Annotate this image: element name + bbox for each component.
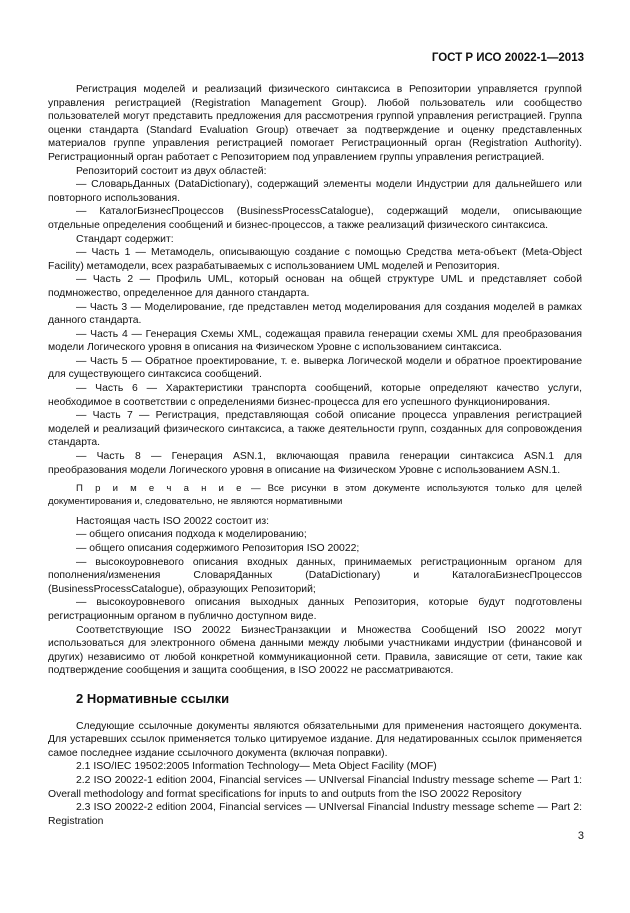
list-item: — СловарьДанных (DataDictionary), содержащий элементы модели Индустрии для дальнейшего или повторного использования. bbox=[48, 179, 582, 204]
list-item: — Часть 7 — Регистрация, представляющая собой описание процесса управления регистрацией моделей и реализаций физического синтаксиса, а также деятельности групп, созданных для сопровождения стандарта. bbox=[48, 410, 582, 449]
list-item: — Часть 5 — Обратное проектирование, т. е. выверка Логической модели и обратное проектирование для существующего синтаксиса сообщений. bbox=[48, 355, 582, 381]
list-item: — Часть 2 — Профиль UML, который основан на общей структуре UML и представляет собой подмножество, определенное для данного стандарта. bbox=[48, 274, 582, 299]
paragraph: Репозиторий состоит из двух областей: bbox=[76, 165, 267, 177]
list-item: — КаталогБизнесПроцессов (BusinessProcessCatalogue), содержащий модели, описывающие отдельные определения сообщений и бизнес-процессов, а также реализаций физического синтаксиса. bbox=[48, 206, 582, 231]
list-item: — Часть 4 — Генерация Схемы XML, содежащая правила генерации схемы XML для преобразования модели Логического уровня в описания на Физическом Уровне с использованием синтаксиса. bbox=[48, 328, 582, 354]
list-item: — Часть 6 — Характеристики транспорта сообщений, которые определяют качество услуги, необходимое в соответствии с определениями бизнес-процесса для его успешного функционирования. bbox=[48, 383, 582, 408]
page-number: 3 bbox=[577, 830, 584, 842]
note-label: П р и м е ч а н и е bbox=[76, 483, 245, 495]
document-header: ГОСТ Р ИСО 20022-1—2013 bbox=[431, 52, 584, 64]
list-item: — общего описания содержимого Репозитория ISO 20022; bbox=[76, 543, 360, 554]
note bbox=[48, 483, 582, 509]
page-body bbox=[48, 83, 582, 828]
paragraph: Соответствующие ISO 20022 БизнесТранзакции и Множества Сообщений ISO 20022 могут использоваться для электронного обмена данными между любыми участниками индустрии (финансовой и других) независимо от любой конкретной коммуникационной сети. Правила, зависящие от сети, такие как подтверждение сообщения и защита сообщения, в ISO 20022 не рассматриваются. bbox=[48, 624, 582, 677]
reference-item: 2.2 ISO 20022-1 edition 2004, Financial services — UNIversal Financial Industry message scheme — Part 1: Overall methodology and format specifications for inputs to and outputs from the ISO 20022 Repository bbox=[48, 774, 582, 800]
list-item: — Часть 3 — Моделирование, где представлен метод моделирования для создания моделей в рамках данного стандарта. bbox=[48, 301, 582, 327]
list-item: — высокоуровневого описания выходных данных Репозитория, которые будут подготовлены регистрационным органом в публично доступном виде. bbox=[48, 597, 582, 622]
paragraph: Стандарт содержит: bbox=[76, 233, 174, 245]
list-item: — общего описания подхода к моделированию; bbox=[76, 529, 307, 541]
list-item: — Часть 8 — Генерация ASN.1, включающая правила генерации синтаксиса ASN.1 для преобразования модели Логического уровня в описание на Физическом Уровне с использованием ASN.1. bbox=[48, 451, 582, 476]
note-text: — Все рисунки в этом документе используются только для целей документирования и, следовательно, не являются нормативными bbox=[48, 483, 582, 508]
list-item: — высокоуровневого описания входных данных, принимаемых регистрационным органом для пополнения/изменения СловаряДанных (DataDictionary) и КаталогаБизнесПроцессов (BusinessProcessCatalogue), образующих Репозиторий; bbox=[48, 556, 582, 595]
paragraph: Регистрация моделей и реализаций физического синтаксиса в Репозитории управляется группой управления регистрацией (Registration Management Group). Любой пользователь или сообщество пользователей могут представить предложения для рассмотрения группой управления регистрацией. Группа оценки стандарта (Standard Evaluation Group) отвечает за подтверждение и оценку представленных материалов группе управления регистрацией помогает Регистрационный орган (Registration Authority). Регистрационный орган работает с Репозиторием под управлением группы управления регистрацией. bbox=[48, 84, 582, 163]
section-heading: 2 Нормативные ссылки bbox=[76, 690, 230, 706]
list-item: — Часть 1 — Метамодель, описывающую создание с помощью Средства мета-объект (Meta-Object Facility) метамодели, всех разрабатываемых с использованием UML моделей и Репозитория. bbox=[48, 247, 582, 272]
reference-item: 2.3 ISO 20022-2 edition 2004, Financial services — UNIversal Financial Industry message scheme — Part 2: Registration bbox=[48, 802, 582, 827]
reference-item: 2.1 ISO/IEC 19502:2005 Information Technology— Meta Object Facility (MOF) bbox=[76, 761, 437, 773]
paragraph: Настоящая часть ISO 20022 состоит из: bbox=[76, 515, 269, 527]
paragraph: Следующие ссылочные документы являются обязательными для применения настоящего документа. Для устаревших ссылок применяется только цитируемое издание. Для недатированных ссылок применяется самое последнее издание ссылочного документа (включая поправки). bbox=[48, 720, 582, 759]
